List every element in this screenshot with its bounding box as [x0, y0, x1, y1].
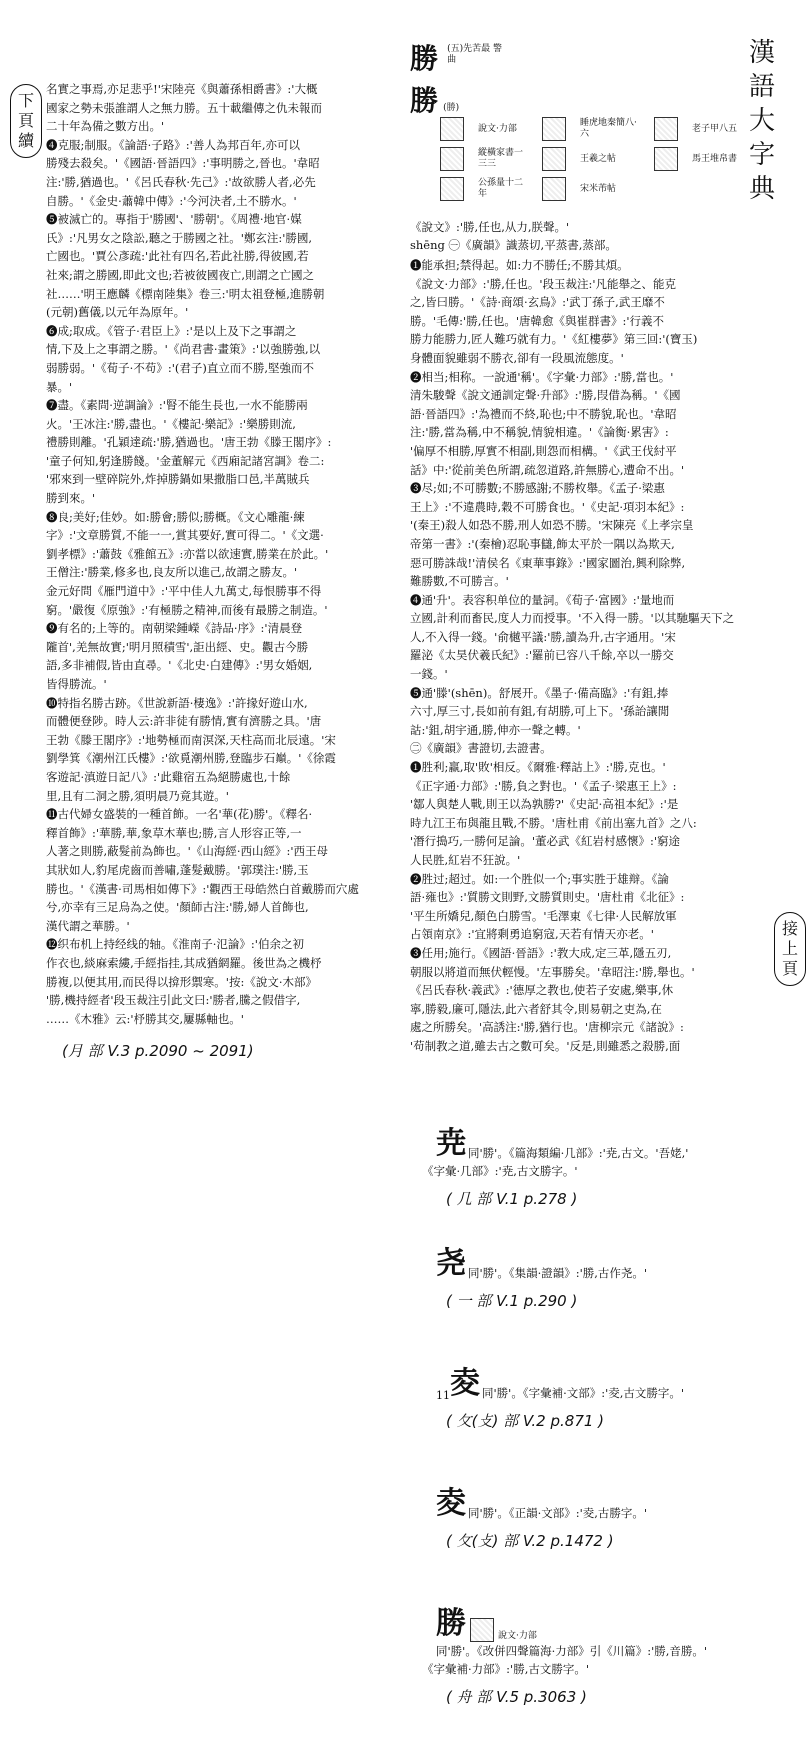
text-line: 劉學箕《潮州江氏樓》:'欲覓潮州勝,登臨步石巔。'《徐霞 [46, 751, 336, 766]
text-line: ❷胜过;超过。如:一个胜似一个;事实胜于雄辩。《論 [410, 871, 669, 886]
text-line: 之,皆曰勝。'《詩·商頌·玄鳥》:'武丁孫子,武王靡不 [410, 295, 665, 310]
left-source-note: (月 部 V.3 p.2090 ~ 2091) [62, 1042, 254, 1060]
text-line: ❸任用;施行。《國語·晉語》:'教大成,定三革,隱五刃, [410, 945, 672, 960]
text-line: '潛行搗巧,一勝何足論。'董必武《紅岩村感懷》:'窮途 [410, 834, 681, 849]
text-line: 名實之事焉,亦足悲乎!'宋陸亮《與蕭孫相爵書》:'大概 [46, 82, 318, 96]
ancient-glyph-icon [542, 117, 566, 141]
text-line: 話》中:'從前美色所謂,疏忽道路,許無勝心,遭命不出。' [410, 462, 685, 477]
text-line: 王僧注:'勝業,修多也,良友所以進己,故謂之勝友。' [46, 565, 298, 580]
sub-entry [422, 1118, 786, 1238]
text-line: 人著之則勝,蔽髮前為飾也。'《山海經·西山經》:'西王母 [46, 844, 329, 859]
text-line: 注:'勝,猶過也。'《呂氏春秋·先己》:'故欲勝人者,必先 [46, 174, 316, 189]
text-line: 亡國也。'賈公彥疏:'此社有四名,若此社勝,得彼國,若 [46, 249, 309, 264]
sub-entry-head: 尧 [436, 1246, 466, 1281]
text-line: 字》:'文章勝質,不能一一,賞其要好,實可得二。'《文選· [46, 528, 324, 543]
text-line: 朝服以將道而無伏輕慢。'左事勝矣。'韋昭注:'勝,舉也。' [410, 964, 695, 979]
text-line: '(秦王)殺人如恐不勝,刑人如恐不勝。'宋陳亮《上孝宗皇 [410, 518, 694, 533]
text-line: 王上》:'不違農時,穀不可勝食也。'《史記·項羽本紀》: [410, 499, 685, 514]
text-line: 時九江王布與龍且戰,不勝。'唐杜甫《前出塞九首》之八: [410, 815, 697, 830]
entry-head-char: 勝 [410, 42, 439, 75]
text-line: 詁:'鉏,胡宇通,勝,伸亦一聲之轉。' [410, 722, 581, 737]
repeat-head-block [410, 86, 459, 116]
left-column-text [46, 80, 392, 1028]
variant-row-1 [440, 116, 780, 142]
text-line: 語·晉語四》:'為禮而不終,恥也;中不勝貌,恥也。'韋昭 [410, 406, 677, 421]
sub-entry-head-note: 說文·力部 [498, 1631, 537, 1641]
text-line: 情,下及上之事謂之勝。'《尚君書·畫策》:'以強勝強,以 [46, 342, 321, 357]
text-line: 清朱駿聲《說文通訓定聲·升部》:'勝,叚借為稱。'《國 [410, 388, 681, 403]
sub-entry-text: 《字彙·几部》:'尭,古文勝字。' [422, 1164, 578, 1178]
ancient-glyph-icon [542, 147, 566, 171]
dictionary-title: 漢語大字典 [748, 38, 775, 204]
text-line: 社來;謂之勝國,即此文也;若被彼國夜亡,則謂之亡國之 [46, 267, 315, 282]
text-line: ❼盡。《素問·逆調論》:'腎不能生長也,一水不能勝兩 [46, 398, 308, 413]
text-line: ❿特指名勝古跡。《世說新語·棲逸》:'許掾好遊山水, [46, 695, 308, 710]
text-line: '邪來到一壁碎院外,炸掉勝鍋如果撒脂口邑,半萬賊兵 [46, 472, 310, 487]
text-line: ❹克服;制服。《論語·子路》:'善人為邦百年,亦可以 [46, 137, 300, 152]
text-line: ❻成;取成。《管子·君臣上》:'是以上及下之事謂之 [46, 323, 297, 338]
text-line: 寧,勝毅,廉可,隱法,此六者舒其令,則易朝之吏為,在 [410, 1001, 662, 1016]
text-line: 釋首飾》:'華勝,華,象草木華也;勝,言人形容正等,一 [46, 825, 302, 840]
text-line: 弱勝弱。'《荀子·不苟》:'(君子)直立而不勝,堅強而不 [46, 360, 314, 375]
sub-entry-text: 同'勝'。《集韻·證韻》:'勝,古作尧。' [468, 1266, 648, 1280]
text-line: ❽良;美好;佳妙。如:勝會;勝似;勝概。《文心雕龍·練 [46, 509, 305, 524]
entry-etymology: 《說文》:'勝,任也,从力,朕聲。' [410, 220, 570, 234]
text-line: 劉孝標》:'蕭鼓《雅館五》:亦當以欲速實,勝業在於此。' [46, 546, 329, 561]
text-line: 社……'明王應麟《標南陸集》卷三:'明太祖登極,進勝朝 [46, 286, 325, 301]
text-line: 其狀如人,豹尾虎齒而善嘯,蓬髮戴勝。'郭璞注:'勝,玉 [46, 862, 309, 877]
ancient-glyph-icon [470, 1618, 494, 1642]
sub-entry [436, 1478, 786, 1598]
ancient-glyph-icon [654, 117, 678, 141]
ancient-glyph-icon [654, 147, 678, 171]
text-line: 勝也。'《漢書·司馬相如傳下》:'觀西王母皓然白首戴勝而穴處 [46, 881, 359, 896]
text-line: ⓬织布机上持经线的轴。《淮南子·氾論》:'伯余之初 [46, 937, 304, 952]
text-line: 注:'勝,當為稱,中不稱貌,情貌相違。'《論衡·累害》: [410, 425, 669, 440]
text-line: 勝複,以便其用,而民得以揜形禦寒。'按:《說文·木部》 [46, 974, 317, 989]
text-line: 惡可勝誅哉!'清侯名《東華事錄》:'國家圖治,興利除弊, [410, 555, 686, 570]
text-line: 一錢。' [410, 667, 448, 682]
text-line: 難勝數,不可勝言。' [410, 574, 509, 589]
text-line: ❺被滅亡的。專指于'勝國'、'勝朝'。《周禮·地官·媒 [46, 212, 302, 227]
variant-forms [440, 116, 780, 202]
entry-head-block [410, 44, 507, 74]
text-line: 羅泌《太昊伏羲氏紀》:'羅前已容八千餘,卒以一勝交 [410, 648, 674, 663]
text-line: '童子何知,躬逢勝餞。'金董解元《西廂記諸宮調》卷二: [46, 453, 325, 468]
text-line: 暴。' [46, 379, 73, 394]
repeat-head-char: 勝 [410, 84, 439, 117]
sub-entry-head: 夌 [436, 1486, 466, 1521]
sub-entry-text: 同'勝'。《正韻·文部》:'夌,古勝字。' [468, 1506, 648, 1520]
sub-entry [422, 1598, 786, 1718]
entry-head-note: (五)先苦最 警曲 [447, 44, 502, 65]
variant-label: 睡虎地秦簡八·六 [580, 118, 637, 139]
text-line: 人民胜,紅岩不狂說。' [410, 853, 521, 867]
continued-from-previous-page-stamp: 接上頁 [774, 912, 806, 986]
text-line: ⓫古代婦女盛裝的一種首飾。一名'華(花)勝'。《釋名· [46, 807, 313, 822]
ancient-glyph-icon [440, 177, 464, 201]
text-line: 作衣也,緂麻索縷,手經指挂,其成猶網羅。後世為之機杼 [46, 955, 322, 970]
text-line: 國家之勢未張誰謂人之無力勝。五十載繼傳之仇未報而 [46, 100, 322, 115]
text-line: '鄒人與楚人戰,則王以為孰勝?'《史記·高祖本紀》:'是 [410, 797, 679, 812]
variant-label: 宋米芾帖 [580, 183, 617, 194]
text-line: 漢代謂之華勝。' [46, 918, 130, 933]
text-line: 客遊記·滇遊日記八》:'此雞宿五為絕勝處也,十餘 [46, 769, 291, 784]
text-line: 窮。'嚴復《原強》:'有極勝之精神,而後有最勝之制造。' [46, 602, 328, 617]
sub-entries [422, 1118, 786, 1718]
sub-entry-head: 夌 [450, 1366, 480, 1401]
variant-label: 馬王堆帛書 [692, 153, 738, 164]
continued-on-next-page-stamp: 下頁續 [10, 84, 42, 158]
text-line: (元朝)舊儀,以元年為原年。' [46, 305, 189, 320]
text-line: 《呂氏春秋·義武》:'德厚之教也,使若子安處,樂事,休 [410, 983, 674, 998]
sub-entry [436, 1358, 786, 1478]
text-line: 勝到來。' [46, 491, 96, 506]
text-line: ❺通'滕'(shēn)。舒展开。《墨子·備高臨》:'有鉏,捧 [410, 685, 669, 700]
text-line: 勝殘去殺矣。'《國語·晉語四》:'事明勝之,晉也。'韋昭 [46, 156, 320, 171]
text-line: 金元好問《雁門道中》:'平中佳人九萬丈,每恨勝事不得 [46, 584, 322, 599]
text-line: 火。'王冰注:'勝,盡也。'《樓記·樂記》:'樂勝則流, [46, 416, 296, 431]
ancient-glyph-icon [542, 177, 566, 201]
text-line: 氏》:'凡男女之陰訟,聽之于勝國之社。'鄭玄注:'勝國, [46, 230, 313, 245]
text-line: 身體面貌雖弱不勝衣,卻有一段風流態度。' [410, 350, 624, 365]
text-line: 《說文·力部》:'勝,任也。'段玉裁注:'凡能舉之、能克 [410, 276, 677, 291]
text-line: 王勃《滕王閣序》:'地勢極而南溟深,天柱高而北辰遠。'宋 [46, 732, 336, 747]
text-line: 立國,計利而畜民,度人力而授事。'不入得一勝。'以其馳驅天下之 [410, 611, 735, 626]
text-line: ❶能承担;禁得起。如:力不勝任;不勝其煩。 [410, 258, 629, 272]
text-line: ❹通'升'。表容积单位的量詞。《荀子·富國》:'量地而 [410, 592, 675, 607]
source-note: ( 一 部 V.1 p.290 ) [446, 1292, 578, 1310]
text-line: ❾有名的;上等的。南朝梁鍾嶸《詩品·序》:'清晨登 [46, 621, 303, 636]
variant-row-3 [440, 176, 780, 202]
text-line: 兮,亦幸有三足烏為之使。'顏師古注:'勝,婦人首飾也, [46, 900, 309, 915]
text-line: 帝第一書》:'(秦檜)忍恥事讎,飾太平於一隅以為欺天, [410, 536, 675, 551]
text-line: ❶胜利;赢,取'敗'相反。《爾雅·釋詁上》:'勝,克也。' [410, 760, 666, 775]
sub-entry-text: 同'勝'。《改併四聲篇海·力部》引《川篇》:'勝,音勝。' [436, 1644, 708, 1658]
text-line: 隴首',羌無故實;'明月照積雪',詎出經、史。觀古今勝 [46, 639, 309, 654]
sub-entry-text: 同'勝'。《字彙補·文部》:'夌,古文勝字。' [482, 1386, 685, 1400]
sub-entry-head: 勝 [436, 1606, 466, 1641]
text-line: 《正字通·力部》:'勝,負之對也。'《孟子·梁惠王上》: [410, 778, 677, 793]
source-note: ( 攵(攴) 部 V.2 p.1472 ) [446, 1532, 614, 1550]
sub-entry-text: 《字彙補·力部》:'勝,古文勝字。' [422, 1662, 590, 1676]
text-line: 勝力能勝力,匠人難巧就有力。'《紅樓夢》第三回:'(寶玉) [410, 332, 698, 347]
text-line: 語,多非補假,皆由直尋。'《北史·白建傳》:'男女婚姻, [46, 658, 313, 673]
text-line: 處之所勝矣。'高誘注:'勝,猶行也。'唐柳宗元《諸說》: [410, 1020, 684, 1035]
text-line: 人,不入得一錢。'俞樾平議:'勝,讀為升,古字通用。'宋 [410, 629, 676, 644]
ancient-glyph-icon [440, 117, 464, 141]
sub-entry [436, 1238, 786, 1358]
text-line: '偏厚不相勝,厚實不相副,則怨而相構。'《武王伐紂平 [410, 443, 677, 458]
source-note: ( 几 部 V.1 p.278 ) [446, 1190, 578, 1208]
text-line: 自勝。'《金史·蕭韓中傳》:'今河決者,土不勝水。' [46, 193, 297, 208]
right-column-text [410, 256, 774, 1056]
text-line: ㊁《廣韻》書證切,去證書。 [410, 741, 552, 756]
entry-pronunciation: shēng ㊀《廣韻》識蒸切,平蒸書,蒸部。 [410, 238, 617, 252]
variant-label: 老子甲八五 [692, 123, 738, 134]
text-line: 占領南京》:'宜將剩勇追窮寇,天若有情天亦老。' [410, 927, 654, 942]
stroke-count: 11 [436, 1389, 450, 1402]
text-line: 皆得勝流。' [46, 677, 107, 691]
text-line: '苟制教之道,雖去古之數可矣。'反是,則雖悉之殺勝,面 [410, 1038, 681, 1053]
ancient-glyph-icon [440, 147, 464, 171]
text-line: 二十年為備之數方出。' [46, 119, 165, 134]
text-line: '勝,機持經者'段玉裁注引此文曰:'勝者,騰之假借字, [46, 993, 301, 1008]
text-line: 語·雍也》:'質勝文則野,文勝質則史。'唐杜甫《北征》: [410, 890, 685, 905]
text-line: 六寸,厚三寸,長如前有鉏,有胡勝,可上下。'孫詒讓閒 [410, 704, 670, 719]
variant-label: 縱橫家書一三三 [478, 148, 524, 169]
text-line: ……《木雅》云:'杼勝其交,屢縣軸也。' [46, 1011, 244, 1026]
text-line: ❸尽;如;不可勝數;不勝感謝;不勝枚舉。《孟子·梁惠 [410, 481, 665, 496]
source-note: ( 攵(攴) 部 V.2 p.871 ) [446, 1412, 605, 1430]
text-line: 里,且有二洞之勝,須明晨乃竟其遊。' [46, 788, 229, 803]
text-line: ❷相当;相称。一說通'稱'。《字彙·力部》:'勝,當也。' [410, 369, 674, 384]
text-line: 勝。'毛傳:'勝,任也。'唐韓愈《與崔群書》:'行義不 [410, 313, 665, 328]
variant-label: 說文·力部 [478, 123, 517, 134]
text-line: '平生所嬌兒,顏色白勝雪。'毛澤東《七律·人民解放軍 [410, 908, 677, 923]
source-note: ( 舟 部 V.5 p.3063 ) [446, 1688, 587, 1706]
text-line: 而體便登陟。時人云:許非徒有勝情,實有濟勝之具。'唐 [46, 714, 322, 729]
variant-label: 王羲之帖 [580, 153, 617, 164]
text-line: 禮勝則離。'孔穎達疏:'勝,猶過也。'唐王勃《滕王閣序》: [46, 435, 332, 450]
sub-entry-text: 同'勝'。《篇海類編·几部》:'尭,古文。'吾姥,' [468, 1146, 689, 1160]
sub-entry-head: 尭 [436, 1126, 466, 1161]
repeat-head-note: (勝) [443, 103, 460, 113]
variant-label: 公孫量十二年 [478, 178, 524, 199]
variant-row-2 [440, 146, 780, 172]
